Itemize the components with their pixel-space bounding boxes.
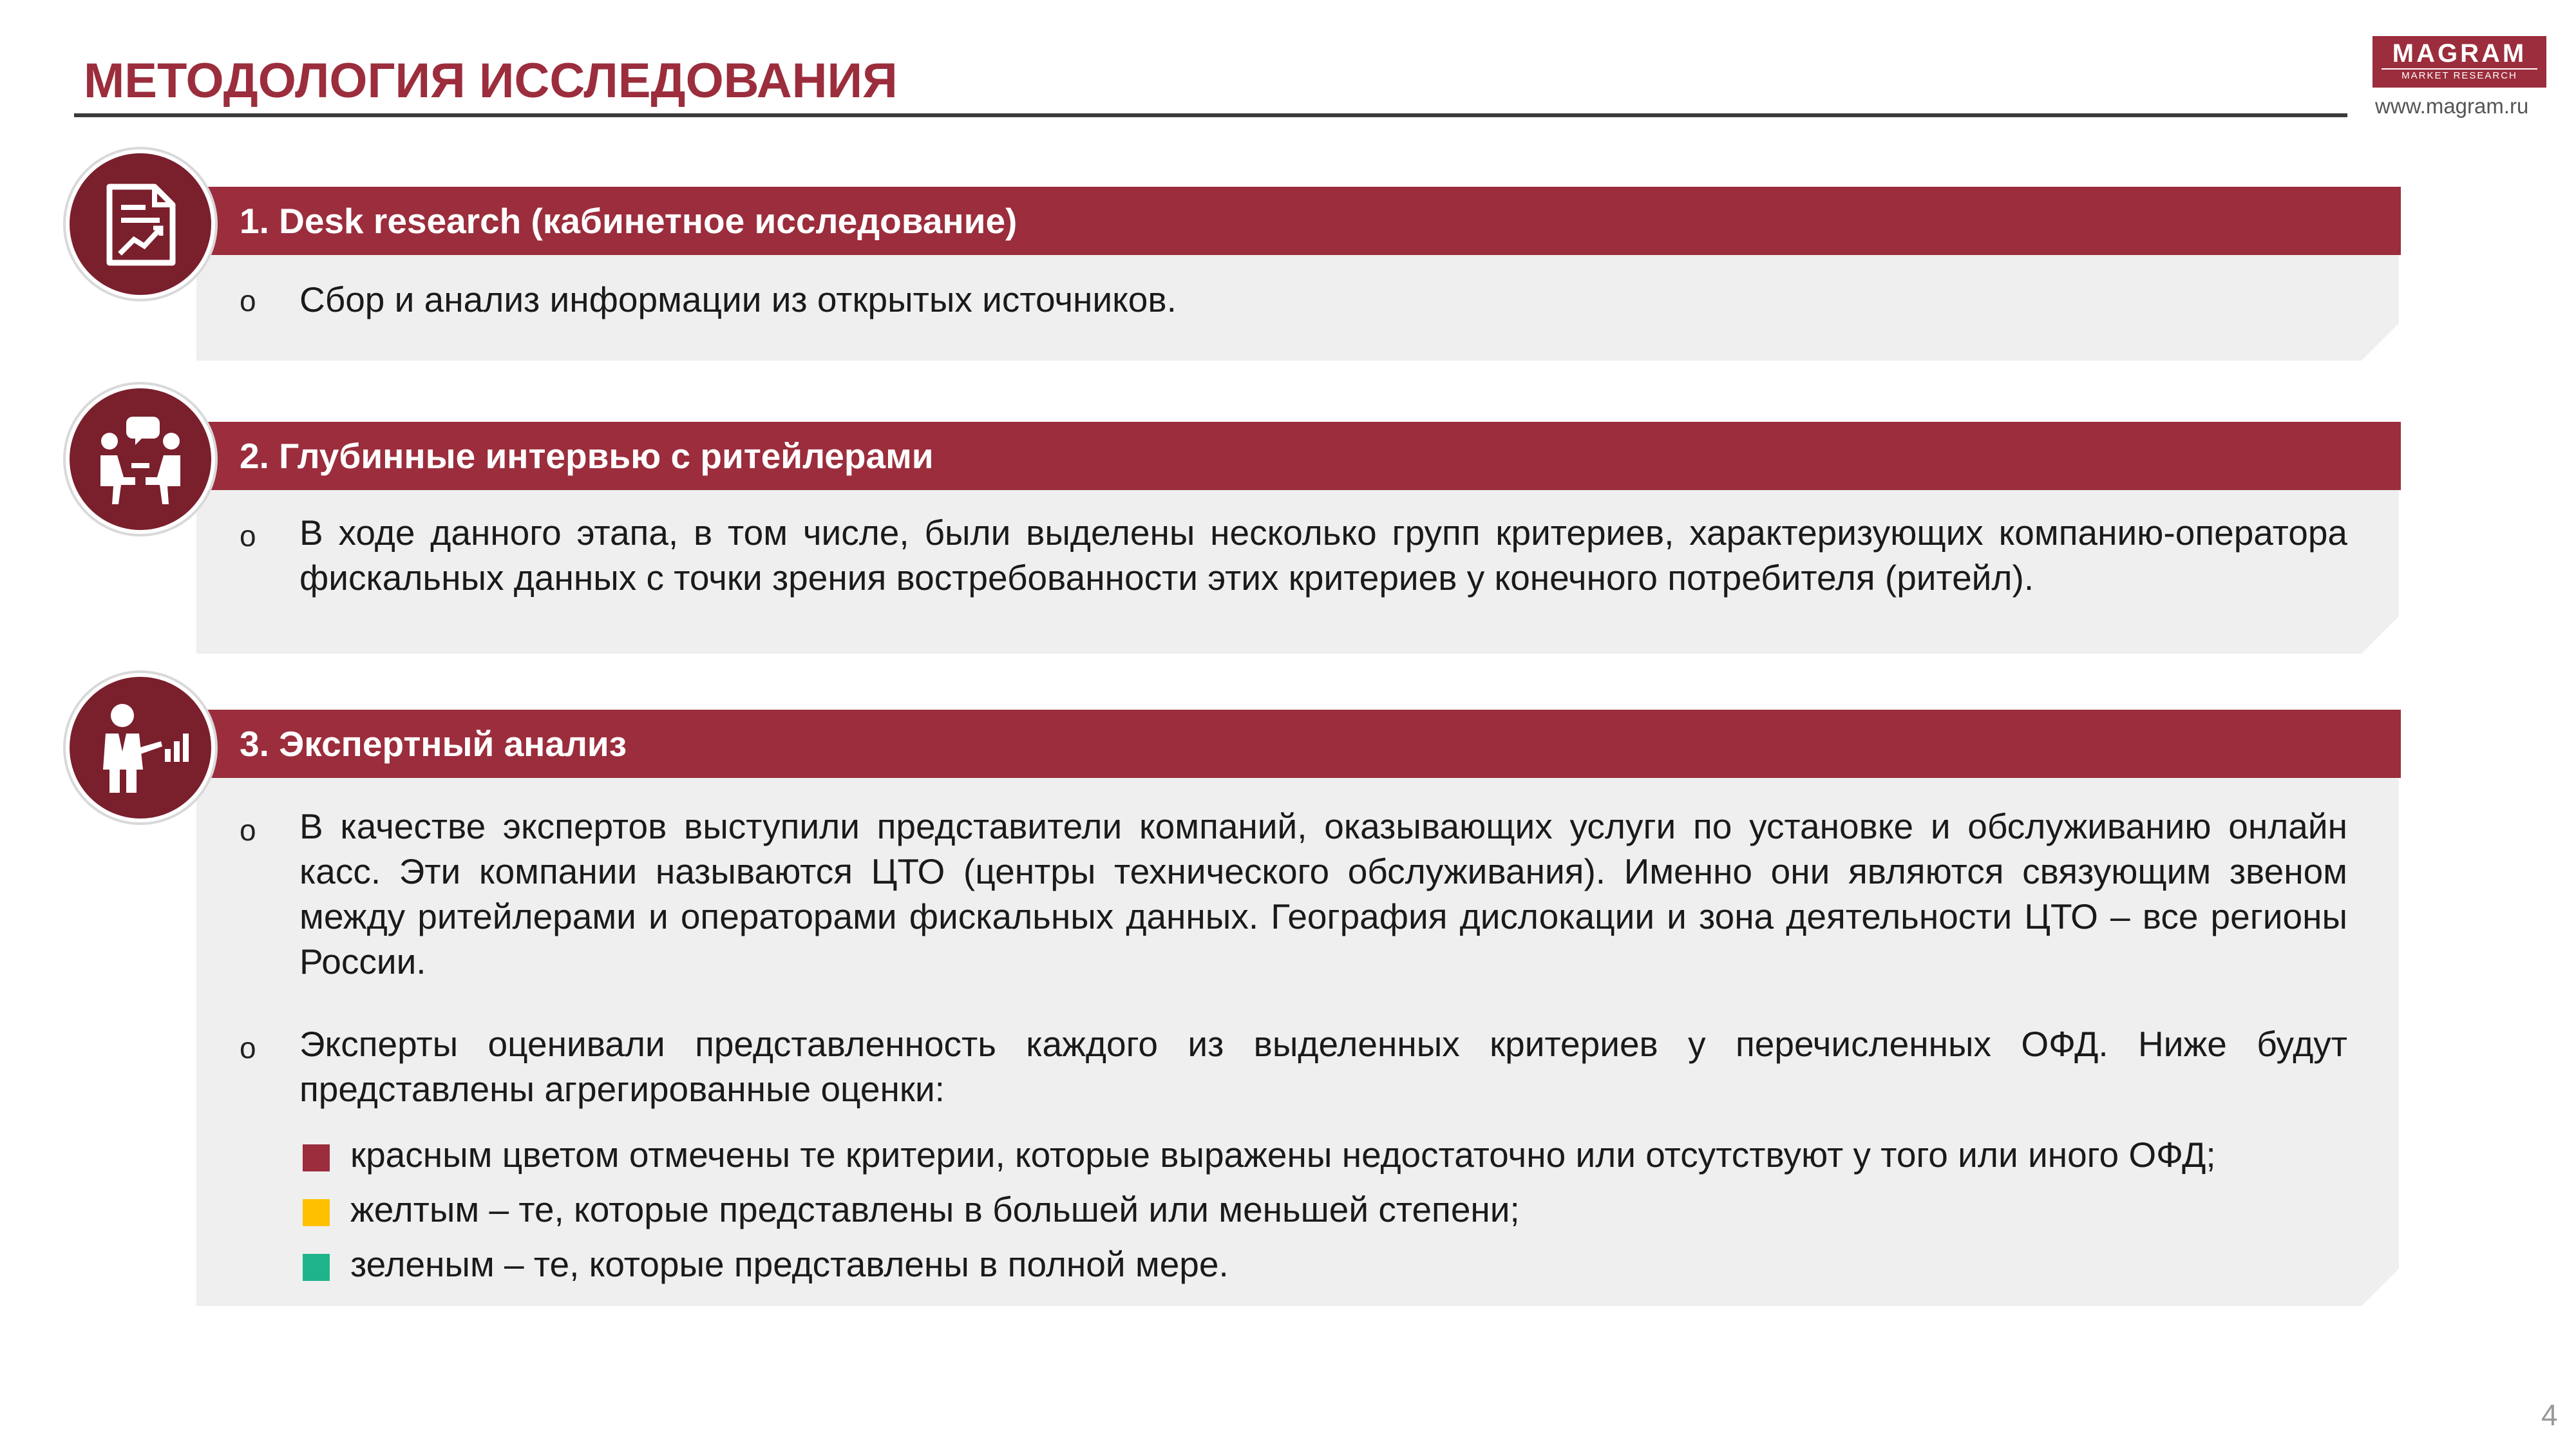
bullet-marker: o: [240, 1031, 256, 1065]
bullet-marker: o: [240, 813, 256, 847]
section-header: 2. Глубинные интервью с ритейлерами: [205, 422, 2401, 490]
bullet-marker: o: [240, 284, 256, 317]
page-number: 4: [2541, 1398, 2558, 1432]
bullet-marker: o: [240, 519, 256, 553]
expert-presentation-icon: [66, 673, 215, 822]
logo-main-text: MAGRAM: [2392, 39, 2527, 68]
section-bullet-text: В ходе данного этапа, в том числе, были выделены несколько групп критериев, характеризующих компанию-оператора фискальных данных с точки зрения востребованности этих критериев у конечного потребителя (ритейл).: [299, 513, 2347, 598]
legend-swatch-yellow: [303, 1199, 330, 1226]
section-bullet-text: В качестве экспертов выступили представители компаний, оказывающих услуги по установке и обслуживанию онлайн касс. Эти компании называются ЦТО (центры технического обслуживания). Именно они являются связующим звеном между ритейлерами и операторами фискальных данных. География дислокации и зона деятельности ЦТО – все регионы России.: [299, 806, 2347, 981]
legend-swatch-red: [303, 1144, 330, 1171]
interview-icon: [66, 384, 215, 534]
logo-sub-text: MARKET RESEARCH: [2382, 68, 2537, 82]
legend-text: красным цветом отмечены те критерии, которые выражены недостаточно или отсутствуют у того или иного ОФД;: [350, 1135, 2216, 1175]
legend-swatch-green: [303, 1254, 330, 1281]
page-title: МЕТОДОЛОГИЯ ИССЛЕДОВАНИЯ: [84, 53, 898, 108]
legend-text: желтым – те, которые представлены в большей или меньшей степени;: [350, 1189, 1520, 1229]
company-logo: [2372, 36, 2546, 88]
section-header: 3. Экспертный анализ: [205, 710, 2401, 778]
company-url[interactable]: www.magram.ru: [2375, 94, 2529, 118]
section-bullet-text: Сбор и анализ информации из открытых источников.: [299, 279, 1177, 319]
document-chart-icon: [66, 149, 215, 299]
legend-text: зеленым – те, которые представлены в полной мере.: [350, 1244, 1229, 1284]
section-bullet-text: Эксперты оценивали представленность каждого из выделенных критериев у перечисленных ОФД. Ниже будут представлены агрегированные оценки:: [299, 1024, 2347, 1109]
section-header: 1. Desk research (кабинетное исследование): [205, 187, 2401, 255]
title-divider: [74, 113, 2347, 117]
